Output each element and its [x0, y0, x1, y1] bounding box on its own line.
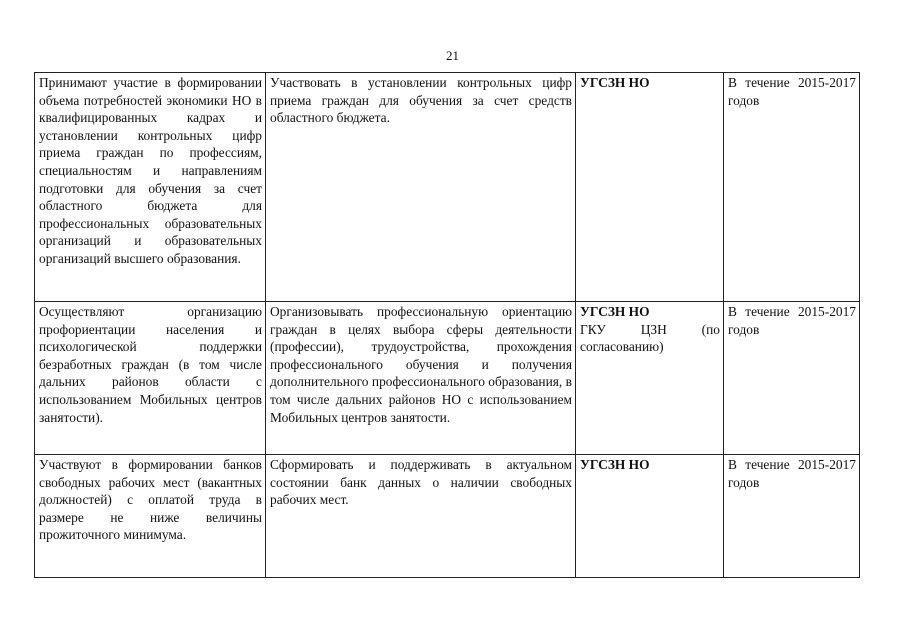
term-cell: В течение 2015-2017 годов: [724, 455, 860, 578]
responsible-line: УГСЗН НО: [580, 75, 650, 90]
responsible-cell: [576, 455, 724, 578]
participant-cell: Осуществляют организацию профориентации населения и психологической поддержки безработных граждан (в том числе дальних районов области с использованием Мобильных центров занятости).: [35, 302, 266, 455]
participant-cell: Участвуют в формировании банков свободных рабочих мест (вакантных должностей) с оплатой труда в размере не ниже величины прожиточного минимума.: [35, 455, 266, 578]
responsible-line: УГСЗН НО: [580, 304, 650, 319]
action-cell: Участвовать в установлении контрольных цифр приема граждан для обучения за счет средств областного бюджета.: [266, 73, 576, 302]
action-cell: Сформировать и поддерживать в актуальном состоянии банк данных о наличии свободных рабочих мест.: [266, 455, 576, 578]
term-cell: В течение 2015-2017 годов: [724, 73, 860, 302]
responsible-line: ГКУ ЦЗН (по согласованию): [580, 321, 720, 355]
term-cell: В течение 2015-2017 годов: [724, 302, 860, 455]
responsible-cell: [576, 73, 724, 302]
table-row: [35, 73, 860, 302]
responsible-line: УГСЗН НО: [580, 457, 650, 472]
table-row: [35, 455, 860, 578]
participant-cell: Принимают участие в формировании объема потребностей экономики НО в квалифицированных кадрах и установлении контрольных цифр приема граждан по профессиям, специальностям и направлениям подготовки для обучения за счет областного бюджета для профессиональных образовательных организаций и образовательных организаций высшего образования.: [35, 73, 266, 302]
table-row: [35, 302, 860, 455]
page-number: 21: [446, 48, 459, 63]
responsible-cell: [576, 302, 724, 455]
measures-table: [34, 72, 860, 578]
action-cell: Организовывать профессиональную ориентацию граждан в целях выбора сферы деятельности (профессии), трудоустройства, прохождения профессионального обучения и получения дополнительного профессионального образования, в том числе дальних районов НО с использованием Мобильных центров занятости.: [266, 302, 576, 455]
